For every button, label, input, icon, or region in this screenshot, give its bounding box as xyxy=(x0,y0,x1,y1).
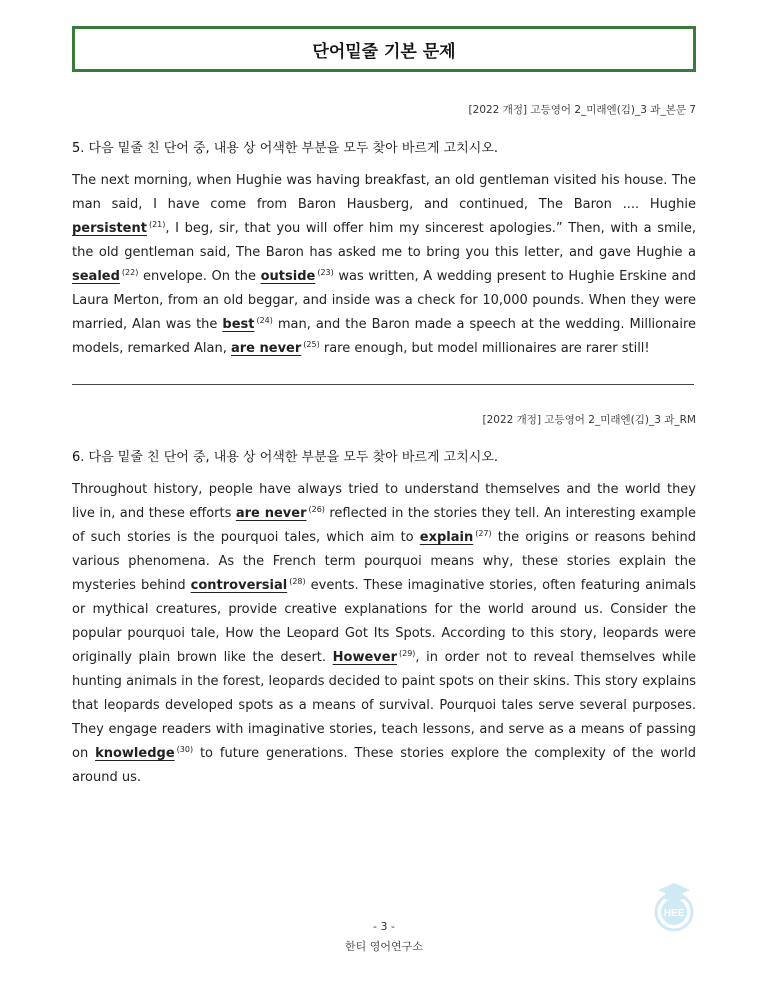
blank-number: (26) xyxy=(308,504,325,514)
passage-text: to future generations. These stories explore the complexity of the world around us. xyxy=(72,746,697,785)
logo-text: HEE xyxy=(663,908,685,919)
passage-text: events. These imaginative stories, often featuring animals or mythical creatures, provide creative explanations for the world around us. Consider the popular pourquoi tale, How the Leopard Got Its Spots. According to this story, leopards were originally plain brown like the desert. xyxy=(72,578,697,665)
section-source: [2022 개정] 고등영어 2_미래엔(김)_3 과_본문 7 xyxy=(468,104,696,116)
blank-number: (24) xyxy=(256,315,273,325)
passage-text: Throughout history, people have always tried to understand themselves and the world they live in, and these efforts xyxy=(72,482,696,521)
section-source: [2022 개정] 고등영어 2_미래엔(김)_3 과_RM xyxy=(482,414,696,426)
page-number: - 3 - xyxy=(373,920,395,933)
passage-text: rare enough, but model millionaires are rarer still! xyxy=(319,341,650,356)
passage-text: man, and the Baron made a speech at the wedding. Millionaire models, remarked Alan, xyxy=(72,317,697,356)
footer-publisher: 한티 영어연구소 xyxy=(345,940,423,953)
passage-text: reflected in the stories they tell. An interesting example of such stories is the pourquoi tales, which aim to xyxy=(72,506,696,545)
underlined-word: are never xyxy=(235,506,307,521)
page-title xyxy=(72,26,696,72)
underlined-word: However xyxy=(332,650,397,665)
underlined-word: outside xyxy=(260,269,316,284)
underlined-word: persistent xyxy=(72,221,147,236)
passage-text: , I beg, sir, that you will offer him my sincerest apologies.” Then, with a smile, the old gentleman said, The Baron has asked me to bring you this letter, and gave Hughie a xyxy=(72,221,696,260)
blank-number: (21) xyxy=(148,219,166,229)
underlined-word: explain xyxy=(419,530,474,545)
underlined-word: sealed xyxy=(72,269,120,284)
passage-6 xyxy=(72,478,696,790)
underlined-word: best xyxy=(222,317,255,332)
passage-text: envelope. On the xyxy=(138,269,261,284)
passage-text: was written, A wedding present to Hughie Erskine and Laura Merton, from an old beggar, and inside was a check for 10,000 pounds. When they were married, Alan was the xyxy=(72,269,696,332)
answer-line xyxy=(72,384,694,385)
passage-5 xyxy=(72,169,696,361)
underlined-word: are never xyxy=(230,341,302,356)
blank-number: (22) xyxy=(121,267,139,277)
passage-text: the origins or reasons behind various phenomena. As the French term pourquoi means why, these stories explain the mysteries behind xyxy=(72,530,696,593)
blank-number: (25) xyxy=(303,339,320,349)
blank-number: (23) xyxy=(317,267,334,277)
passage-text: The next morning, when Hughie was having breakfast, an old gentleman visited his house. The man said, I have come from Baron Hausberg, and continued, The Baron .... Hughie xyxy=(72,173,696,212)
passage-text: , in order not to reveal themselves while hunting animals in the forest, leopards decided to paint spots on their skins. This story explains that leopards developed spots as a means of survival. Pourquoi tales serve several purposes. They engage readers with imaginative stories, teach lessons, and serve as a means of passing on xyxy=(72,650,696,761)
blank-number: (30) xyxy=(176,744,194,754)
underlined-word: controversial xyxy=(190,578,288,593)
blank-number: (29) xyxy=(398,648,416,658)
question-5: 5. 다음 밑줄 친 단어 중, 내용 상 어색한 부분을 모두 찾아 바르게 고치시오. xyxy=(72,141,499,156)
page-title-text: 단어밑줄 기본 문제 xyxy=(312,41,456,62)
blank-number: (27) xyxy=(475,528,492,538)
question-6: 6. 다음 밑줄 친 단어 중, 내용 상 어색한 부분을 모두 찾아 바르게 고치시오. xyxy=(72,450,499,465)
blank-number: (28) xyxy=(289,576,306,586)
underlined-word: knowledge xyxy=(95,746,175,761)
hee-logo xyxy=(650,880,698,932)
